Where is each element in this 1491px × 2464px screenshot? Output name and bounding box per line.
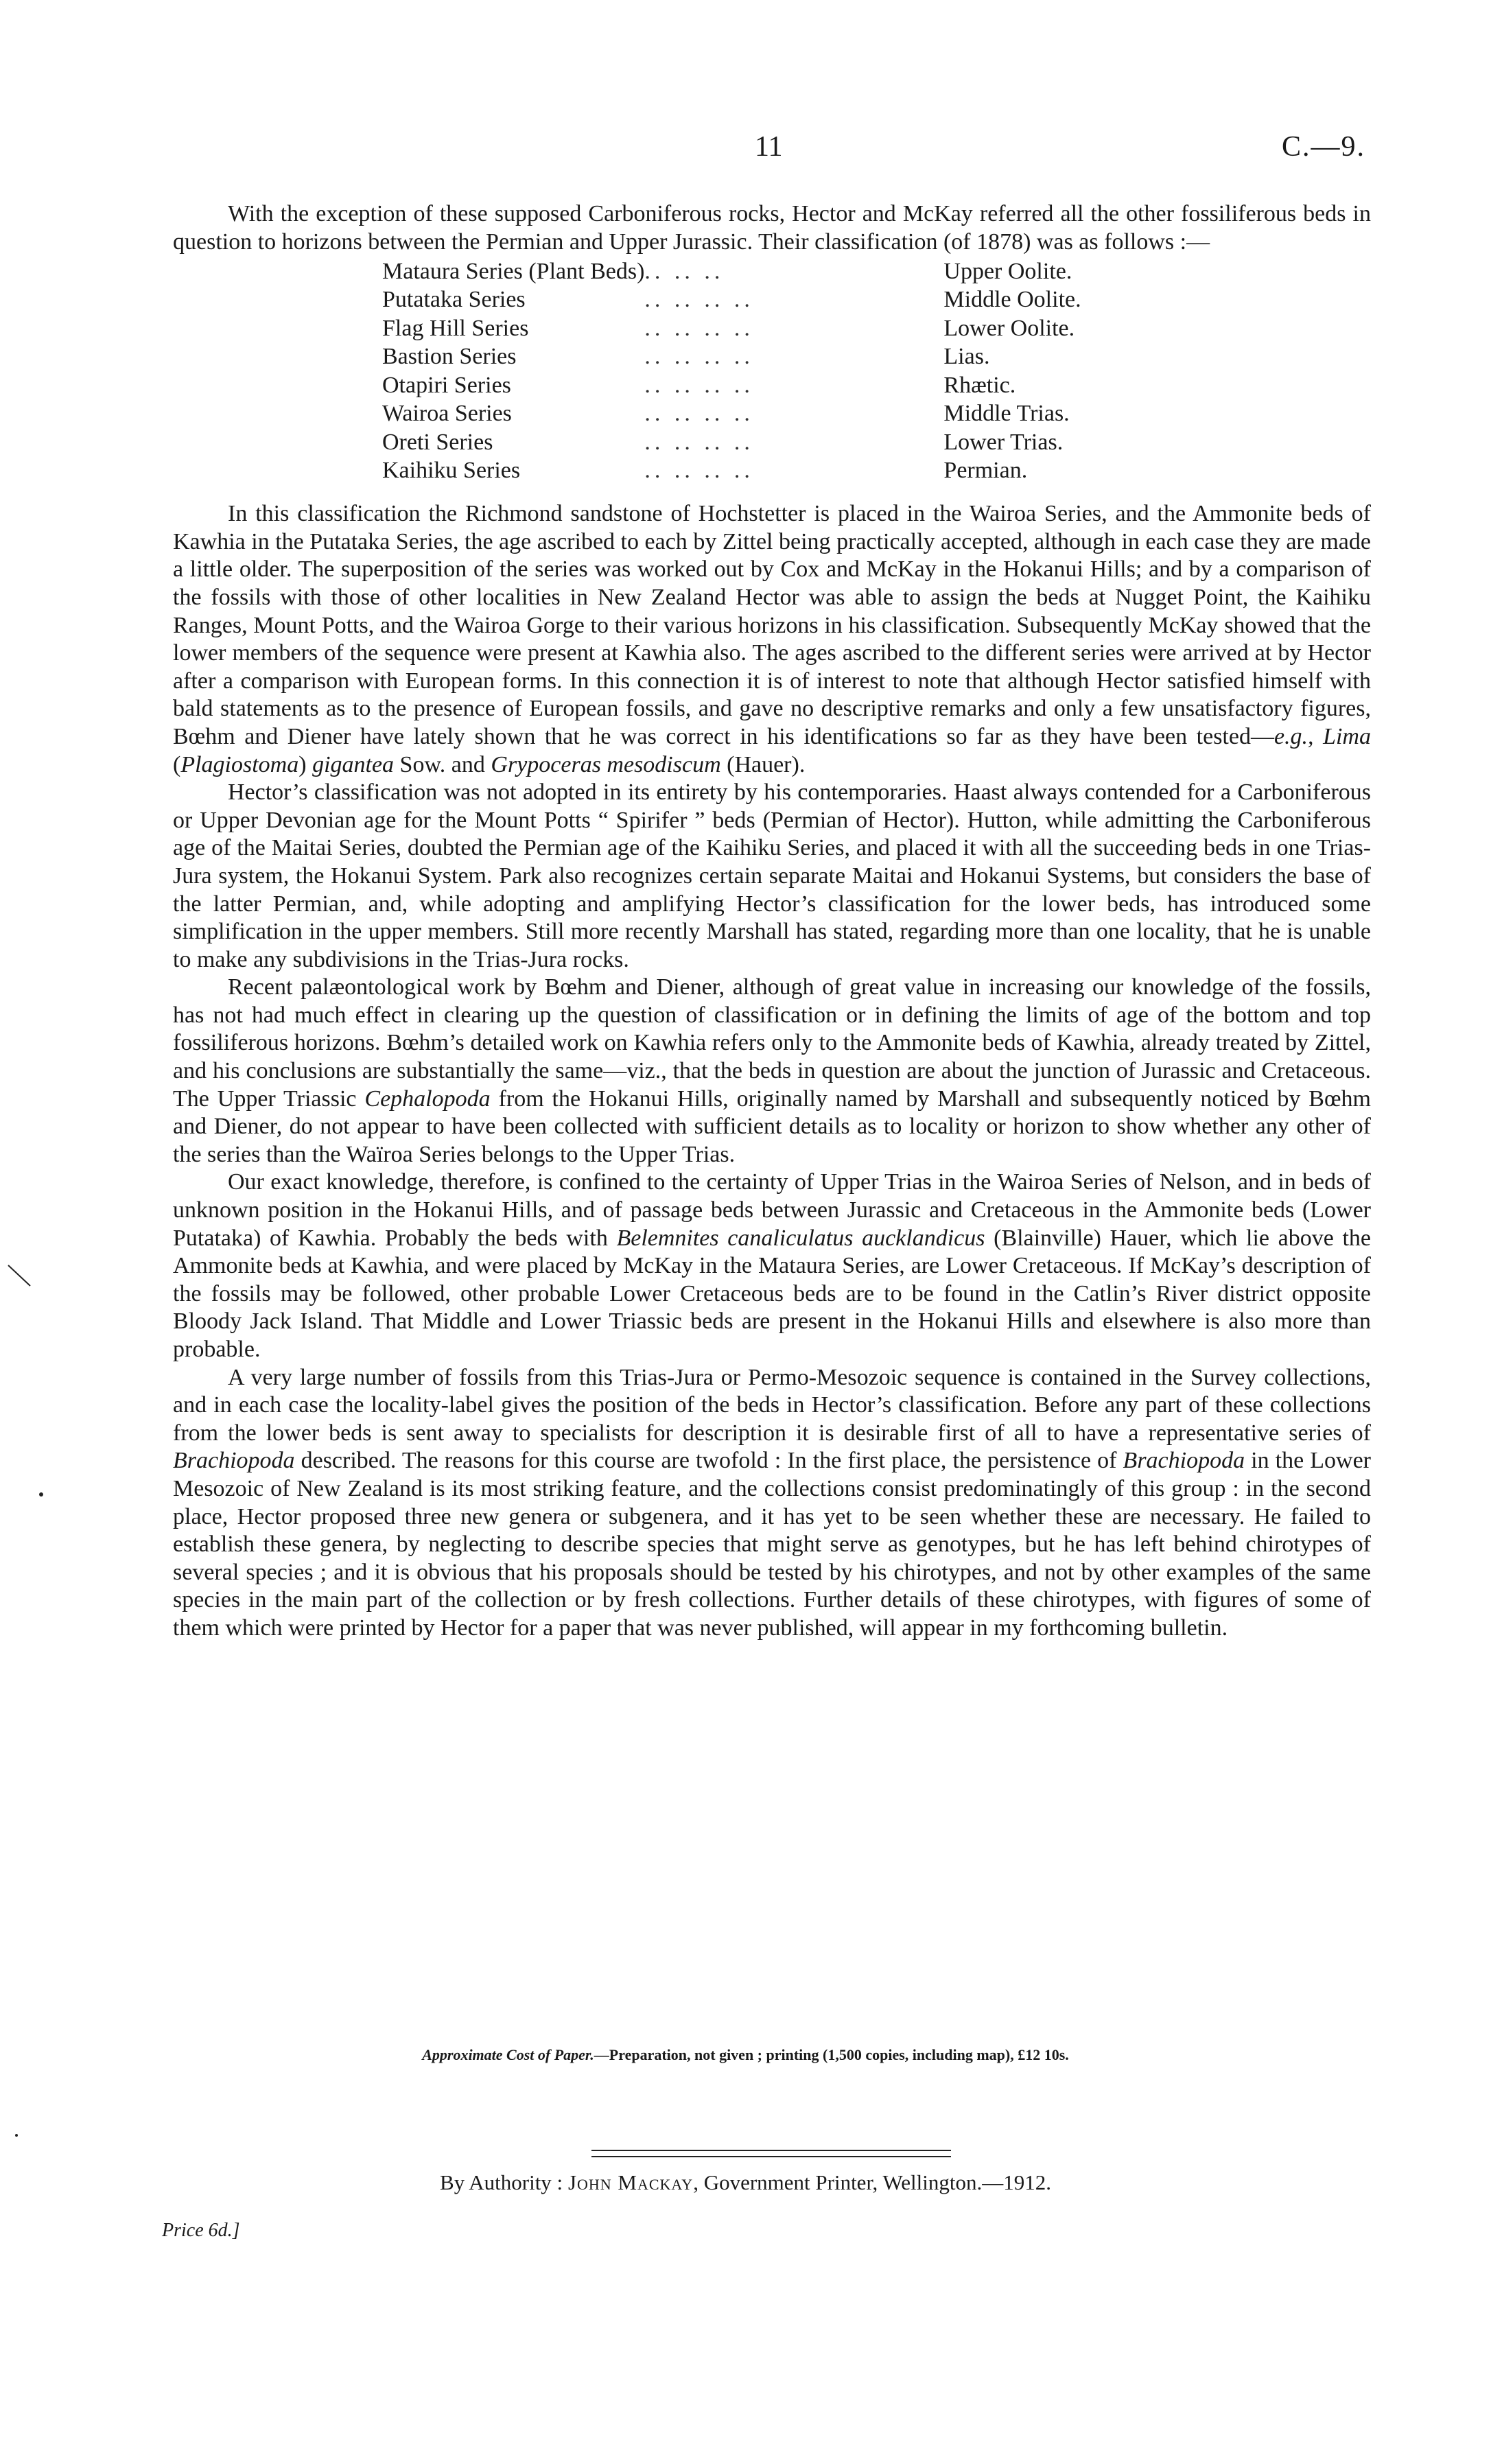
cost-of-paper [0, 2046, 1491, 2064]
series-name: Wairoa Series [382, 401, 512, 427]
price-label: Price 6d.] [162, 2220, 240, 2241]
series-age: Permian. [943, 458, 1028, 484]
imprint-prefix: By Authority : [440, 2170, 568, 2194]
divider-rule [591, 2150, 951, 2151]
series-name: Otapiri Series [382, 372, 511, 398]
margin-mark-icon [5, 1263, 33, 1290]
classification-row [382, 457, 1178, 486]
paragraph-intro: With the exception of these supposed Carboniferous rocks, Hector and McKay referred all the other fossiliferous beds in question to horizons between the Permian and Upper Jurassic. Their classification (of 1878) was as follows :— [173, 201, 1371, 255]
leader-dots: .. .. .. .. [644, 429, 754, 455]
series-name: Flag Hill Series [382, 315, 529, 341]
printer-imprint [0, 2170, 1491, 2195]
leader-dots: .. .. .. .. [644, 315, 754, 341]
series-age: Middle Trias. [943, 401, 1070, 427]
classification-row [382, 314, 1178, 343]
divider-rule-second [591, 2156, 951, 2157]
series-age: Upper Oolite. [943, 258, 1072, 284]
leader-dots: .. .. .. .. [644, 287, 754, 313]
series-name: Bastion Series [382, 344, 517, 370]
leader-dots: .. .. .. .. [644, 344, 754, 370]
page-header [0, 130, 1491, 172]
classification-row [382, 400, 1178, 429]
series-name: Kaihiku Series [382, 458, 521, 484]
imprint-suffix: , Government Printer, Wellington.—1912. [693, 2170, 1051, 2194]
series-age: Middle Oolite. [943, 287, 1081, 313]
paragraph-survey-collections: A very large number of fossils from this Trias-Jura or Permo-Mesozoic sequence is contained in the Survey collections, and in each case the locality-label gives the position of the beds in Hector’s classification. Before any part of these collections from the lower beds is sent away to specialists for description it is desirable first of all to have a representative series of Brachiopoda described. The reasons for this course are twofold : In the first place, the persistence of Brachiopoda in the Lower Mesozoic of New Zealand is its most striking feature, and the collections consist predominatingly of this group : in the second place, Hector proposed three new genera or subgenera, and it has yet to be seen whether these are necessary. He failed to establish these genera, by neglecting to describe species that might serve as genotypes, but he has left behind chirotypes of several species ; and it is obvious that his proposals should be tested by his chirotypes, and not by other examples of the same species in the main part of the collection or by fresh collections. Further details of these chirotypes, with figures of some of them which were printed by Hector for a paper that was never published, will appear in my forthcoming bulletin. [173, 1364, 1371, 1641]
series-age: Lias. [943, 344, 990, 370]
classification-row [382, 428, 1178, 457]
leader-dots: .. .. .. .. [644, 458, 754, 484]
classification-row [382, 371, 1178, 400]
classification-row [382, 257, 1178, 286]
series-age: Lower Trias. [943, 429, 1064, 455]
paragraph-recent-work: Recent palæontological work by Bœhm and Diener, although of great value in increasing our knowledge of the fossils, has not had much effect in clearing up the question of classification or in defining the limits of age of the bottom and top fossiliferous horizons. Bœhm’s detailed work on Kawhia refers only to the Ammonite beds of Kawhia, already treated by Zittel, and his conclusions are substantially the same—viz., that the beds in question are about the junction of Jurassic and Cretaceous. The Upper Triassic Cephalopoda from the Hokanui Hills, originally named by Marshall and subsequently noticed by Bœhm and Diener, do not appear to have been collected with sufficient details as to locality or horizon to show whether any other of the series than the Waïroa Series belongs to the Upper Trias. [173, 974, 1371, 1167]
classification-row [382, 286, 1178, 315]
page-body [173, 200, 1371, 1643]
leader-dots: .. .. .. [644, 258, 725, 284]
series-age: Rhætic. [943, 372, 1016, 398]
margin-dot-icon [15, 2134, 18, 2137]
paragraph-classification-notes: In this classification the Richmond sandstone of Hochstetter is placed in the Wairoa Series, and the Ammonite beds of Kawhia in the Putataka Series, the age ascribed to each by Zittel being practically accepted, although in each case they are made a little older. The superposition of the series was worked out by Cox and McKay in the Hokanui Hills; and by a comparison of the fossils with those of other localities in New Zealand Hector was able to assign the beds at Nugget Point, the Kaihiku Ranges, Mount Potts, and the Wairoa Gorge to their various horizons in his classification. Subsequently McKay showed that the lower members of the sequence were present at Kawhia also. The ages ascribed to the different series were arrived at by Hector after a comparison with European forms. In this connection it is of interest to note that although Hector satisfied himself with bald statements as to the presence of European fossils, and gave no descriptive remarks and only a few unsatisfactory figures, Bœhm and Diener have lately shown that he was correct in his identifications so far as they have been tested—e.g., Lima (Plagiostoma) gigantea Sow. and Grypoceras mesodiscum (Hauer). [173, 501, 1371, 777]
page-number: 11 [755, 131, 783, 163]
series-age: Lower Oolite. [943, 315, 1075, 341]
paragraph-exact-knowledge: Our exact knowledge, therefore, is confined to the certainty of Upper Trias in the Wairoa Series of Nelson, and in beds of unknown position in the Hokanui Hills, and of passage beds between Jurassic and Cretaceous in the Ammonite beds (Lower Putataka) of Kawhia. Probably the beds with Belemnites canaliculatus aucklandicus (Blainville) Hauer, which lie above the Ammonite beds at Kawhia, and were placed by McKay in the Mataura Series, are Lower Cretaceous. If McKay’s description of the fossils may be followed, other probable Lower Cretaceous beds are to be found in the Catlin’s River district opposite Bloody Jack Island. That Middle and Lower Triassic beds are present in the Hokanui Hills and elsewhere is also more than probable. [173, 1169, 1371, 1362]
classification-row [382, 343, 1178, 372]
series-name: Putataka Series [382, 287, 526, 313]
paragraph-contemporaries: Hector’s classification was not adopted in its entirety by his contemporaries. Haast always contended for a Carboniferous or Upper Devonian age for the Mount Potts “ Spirifer ” beds (Permian of Hector). Hutton, while admitting the Carboniferous age of the Maitai Series, doubted the Permian age of the Kaihiku Series, and placed it with all the succeeding beds in one Trias-Jura system, the Hokanui System. Park also recognizes certain separate Maitai and Hokanui Systems, but considers the base of the latter Permian, and, while adopting and amplifying Hector’s classification for the lower beds, has introduced some simplification in the upper members. Still more recently Marshall has stated, regarding more than one locality, that he is unable to make any subdivisions in the Trias-Jura rocks. [173, 779, 1371, 972]
document-code: C.—9. [1282, 131, 1366, 163]
cost-label: Approximate Cost of Paper. [422, 2046, 594, 2063]
cost-text: —Preparation, not given ; printing (1,500 copies, including map), £12 10s. [594, 2046, 1069, 2063]
series-name: Mataura Series (Plant Beds) [382, 258, 645, 284]
leader-dots: .. .. .. .. [644, 401, 754, 427]
classification-table [382, 257, 1178, 485]
series-name: Oreti Series [382, 429, 493, 455]
margin-dot-icon [39, 1492, 43, 1497]
leader-dots: .. .. .. .. [644, 372, 754, 398]
printer-name: John Mackay [567, 2170, 694, 2194]
